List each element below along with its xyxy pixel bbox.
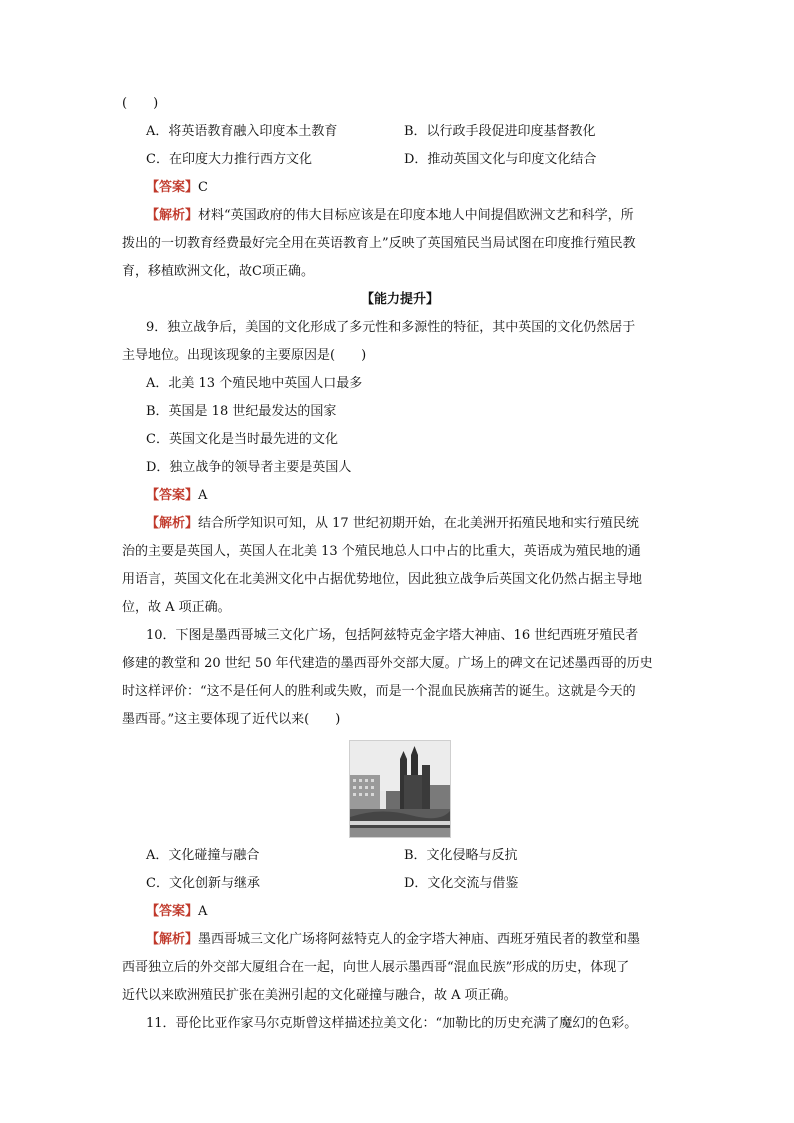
q9-option-a: A．北美 13 个殖民地中英国人口最多 [146, 376, 363, 391]
q8-options-row-2 [122, 150, 678, 178]
analysis-text: 结合所学知识可知，从 17 世纪初期开始，在北美洲开拓殖民地和实行殖民统 [198, 516, 639, 531]
plaza-photo-illustration [350, 741, 450, 837]
q8-paren: ( ) [122, 96, 159, 111]
q9-analysis-line-1 [122, 514, 678, 542]
answer-value: C [198, 180, 208, 195]
q8-option-c: C．在印度大力推行西方文化 [146, 152, 312, 167]
q10-analysis-line-1 [122, 930, 678, 958]
q10-option-a: A．文化碰撞与融合 [146, 848, 260, 863]
plaza-photo [349, 740, 451, 838]
answer-tag: 【答案】 [146, 488, 199, 503]
answer-tag: 【答案】 [146, 180, 199, 195]
document-page [122, 94, 678, 1042]
q8-option-b: B．以行政手段促进印度基督教化 [404, 124, 596, 139]
q10-analysis-line-3: 近代以来欧洲殖民扩张在美洲引起的文化碰撞与融合，故 A 项正确。 [122, 988, 517, 1003]
q10-stem-line-4: 墨西哥。”这主要体现了近代以来( ) [122, 712, 341, 727]
q10-answer [122, 902, 678, 930]
analysis-text: 墨西哥城三文化广场将阿兹特克人的金字塔大神庙、西班牙殖民者的教堂和墨 [198, 932, 641, 947]
q8-answer [122, 178, 678, 206]
q9-analysis-line-3: 用语言，英国文化在北美洲文化中占据优势地位，因此独立战争后英国文化仍然占据主导地 [122, 572, 643, 587]
q10-option-c: C．文化创新与继承 [146, 876, 260, 891]
q9-stem-line-2: 主导地位。出现该现象的主要原因是( ) [122, 348, 367, 363]
q10-option-b: B．文化侵略与反抗 [404, 848, 518, 863]
answer-value: A [198, 904, 208, 919]
q9-option-c: C．英国文化是当时最先进的文化 [146, 432, 338, 447]
q8-option-d: D．推动英国文化与印度文化结合 [404, 152, 597, 167]
q8-analysis-line-1 [122, 206, 678, 234]
section-title: 【能力提升】 [360, 292, 439, 307]
q10-stem-line-3: 时这样评价：“这不是任何人的胜利或失败，而是一个混血民族痛苦的诞生。这就是今天的 [122, 684, 636, 699]
q11-stem-line-1: 11．哥伦比亚作家马尔克斯曾这样描述拉美文化：“加勒比的历史充满了魔幻的色彩。 [146, 1016, 638, 1031]
analysis-tag: 【解析】 [146, 516, 199, 531]
q10-stem-line-2: 修建的教堂和 20 世纪 50 年代建造的墨西哥外交部大厦。广场上的碑文在记述墨西哥的历史 [122, 656, 653, 671]
answer-value: A [198, 488, 208, 503]
q8-options-row-1 [122, 122, 678, 150]
q10-analysis-line-2: 西哥独立后的外交部大厦组合在一起，向世人展示墨西哥“混血民族”形成的历史，体现了 [122, 960, 630, 975]
q8-analysis-line-3: 育，移植欧洲文化，故C项正确。 [122, 264, 314, 279]
answer-tag: 【答案】 [146, 904, 199, 919]
q9-analysis-line-4: 位，故 A 项正确。 [122, 600, 231, 615]
q9-option-b: B．英国是 18 世纪最发达的国家 [146, 404, 337, 419]
q10-options-row-1 [122, 846, 678, 874]
q10-figure-wrapper [122, 740, 678, 844]
q8-analysis-line-2: 拨出的一切教育经费最好完全用在英语教育上”反映了英国殖民当局试图在印度推行殖民教 [122, 236, 636, 251]
q8-option-a: A．将英语教育融入印度本土教育 [146, 124, 338, 139]
analysis-tag: 【解析】 [146, 208, 199, 223]
q10-stem-line-1: 10．下图是墨西哥城三文化广场，包括阿兹特克金字塔大神庙、16 世纪西班牙殖民者 [146, 628, 639, 643]
q10-option-d: D．文化交流与借鉴 [404, 876, 519, 891]
analysis-tag: 【解析】 [146, 932, 199, 947]
q9-answer [122, 486, 678, 514]
analysis-text: 材料“英国政府的伟大目标应该是在印度本地人中间提倡欧洲文艺和科学，所 [198, 208, 634, 223]
q10-options-row-2 [122, 874, 678, 902]
q9-stem-line-1: 9．独立战争后，美国的文化形成了多元性和多源性的特征，其中英国的文化仍然居于 [146, 320, 636, 335]
q9-option-d: D．独立战争的领导者主要是英国人 [146, 460, 352, 475]
q9-analysis-line-2: 治的主要是英国人，英国人在北美 13 个殖民地总人口中占的比重大，英语成为殖民地的通 [122, 544, 641, 559]
